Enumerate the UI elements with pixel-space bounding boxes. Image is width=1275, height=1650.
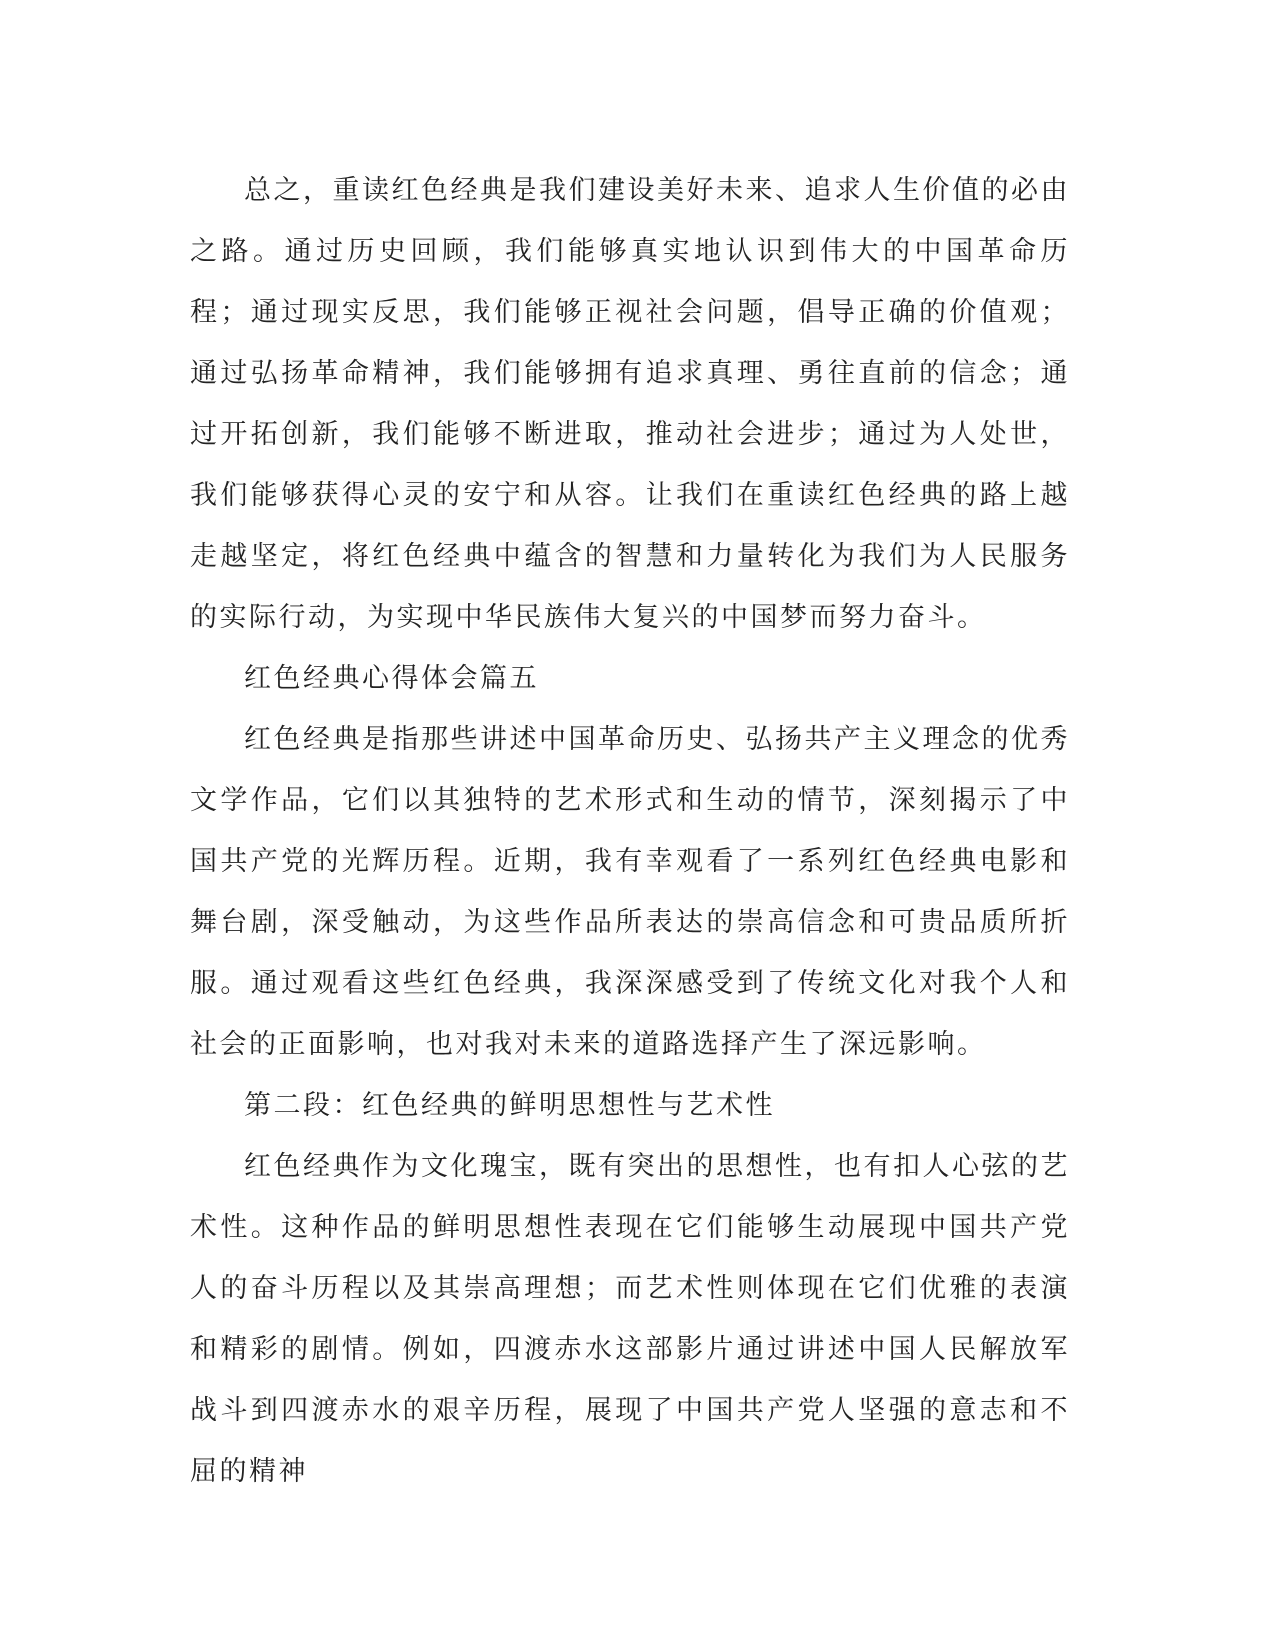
paragraph-thought-and-art: 红色经典作为文化瑰宝，既有突出的思想性，也有扣人心弦的艺术性。这种作品的鲜明思想性表现在它们能够生动展现中国共产党人的奋斗历程以及其崇高理想；而艺术性则体现在它们优雅的表演和精彩的剧情。例如，四渡赤水这部影片通过讲述中国人民解放军战斗到四渡赤水的艰辛历程，展现了中国共产党人坚强的意志和不屈的精神 — [190, 1151, 1070, 1487]
section-heading-second-paragraph: 第二段：红色经典的鲜明思想性与艺术性 — [244, 1090, 775, 1121]
section-heading-part-five: 红色经典心得体会篇五 — [244, 663, 539, 694]
paragraph-conclusion: 总之，重读红色经典是我们建设美好未来、追求人生价值的必由之路。通过历史回顾，我们能够真实地认识到伟大的中国革命历程；通过现实反思，我们能够正视社会问题，倡导正确的价值观；通过弘扬革命精神，我们能够拥有追求真理、勇往直前的信念；通过开拓创新，我们能够不断进取，推动社会进步；通过为人处世，我们能够获得心灵的安宁和从容。让我们在重读红色经典的路上越走越坚定，将红色经典中蕴含的智慧和力量转化为我们为人民服务的实际行动，为实现中华民族伟大复兴的中国梦而努力奋斗。 — [190, 175, 1070, 633]
document-body — [190, 160, 1070, 1502]
paragraph-introduction: 红色经典是指那些讲述中国革命历史、弘扬共产主义理念的优秀文学作品，它们以其独特的艺术形式和生动的情节，深刻揭示了中国共产党的光辉历程。近期，我有幸观看了一系列红色经典电影和舞台剧，深受触动，为这些作品所表达的崇高信念和可贵品质所折服。通过观看这些红色经典，我深深感受到了传统文化对我个人和社会的正面影响，也对我对未来的道路选择产生了深远影响。 — [190, 724, 1070, 1060]
